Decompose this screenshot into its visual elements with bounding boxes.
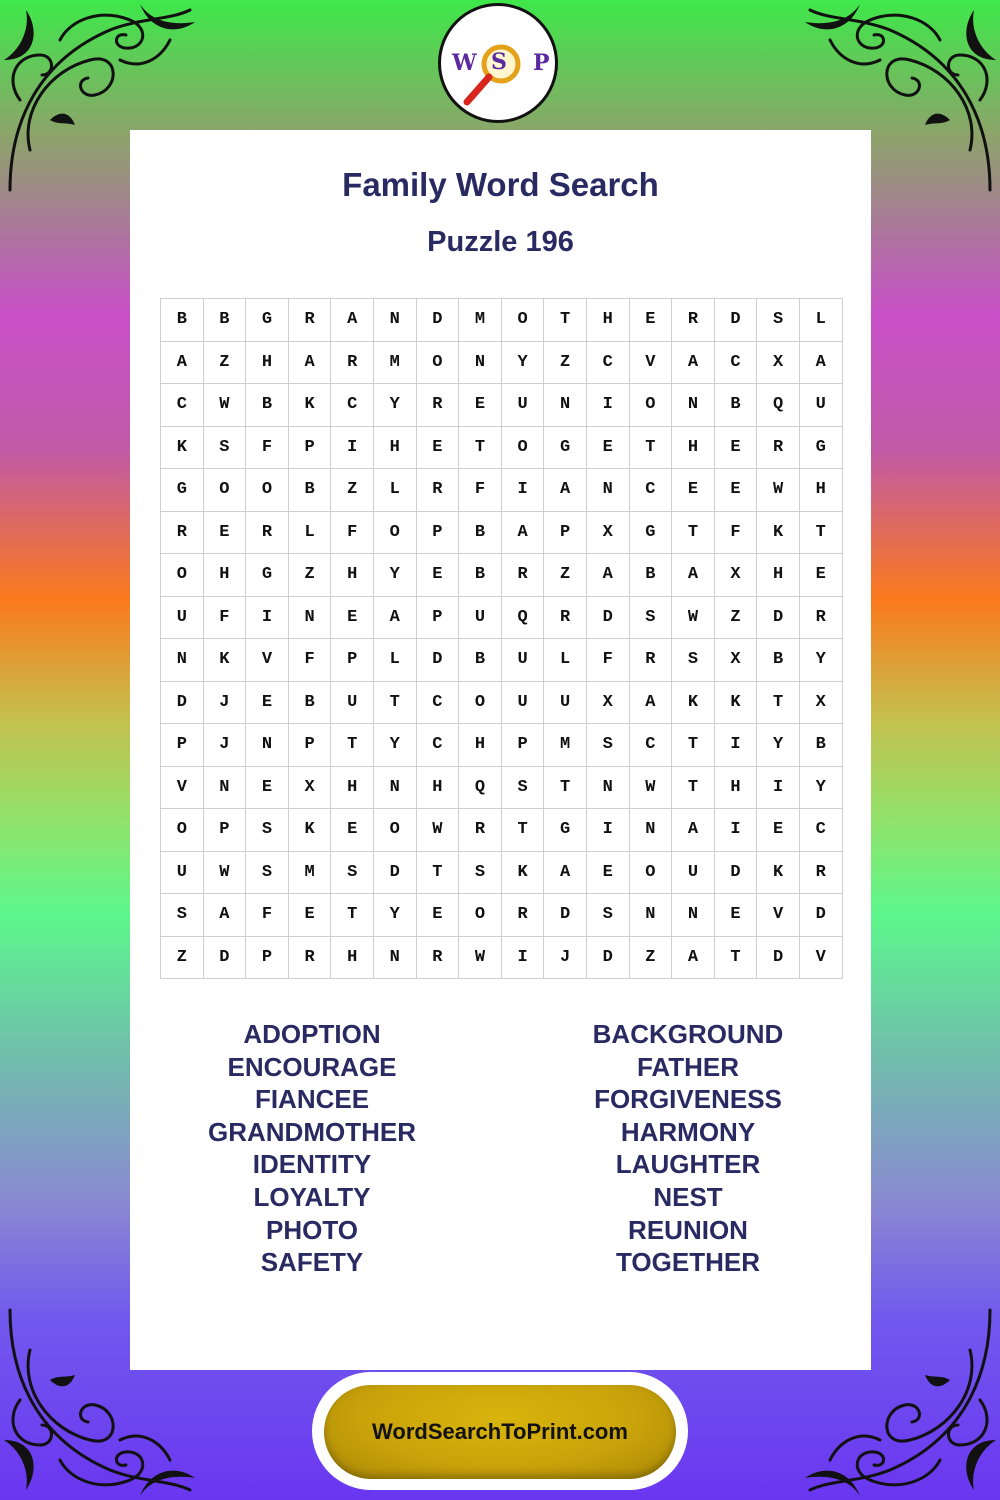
grid-cell[interactable]: S [331, 851, 374, 894]
grid-cell[interactable]: W [203, 851, 246, 894]
grid-cell[interactable]: K [288, 809, 331, 852]
word-list-item: FATHER [636, 1051, 740, 1082]
page-title: Family Word Search [342, 166, 659, 203]
grid-cell[interactable]: R [757, 426, 800, 469]
grid-cell[interactable]: O [161, 554, 204, 597]
grid-row [161, 596, 843, 639]
grid-cell[interactable]: R [416, 469, 459, 512]
grid-cell[interactable]: G [544, 809, 587, 852]
grid-cell[interactable]: J [203, 681, 246, 724]
grid-cell[interactable]: H [586, 299, 629, 342]
grid-cell[interactable]: T [544, 766, 587, 809]
grid-cell[interactable]: F [331, 511, 374, 554]
site-link-button[interactable]: WordSearchToPrint.com [324, 1385, 676, 1479]
grid-cell[interactable]: K [757, 851, 800, 894]
grid-cell[interactable]: A [203, 894, 246, 937]
grid-cell[interactable]: Y [373, 384, 416, 427]
grid-cell[interactable]: U [501, 681, 544, 724]
grid-cell[interactable]: X [799, 681, 842, 724]
grid-cell[interactable]: Y [373, 724, 416, 767]
letter-grid [160, 298, 843, 979]
grid-cell[interactable]: G [544, 426, 587, 469]
grid-cell[interactable]: O [416, 341, 459, 384]
grid-row [161, 511, 843, 554]
grid-row [161, 639, 843, 682]
word-list-item: FIANCEE [254, 1084, 370, 1115]
grid-cell[interactable]: B [459, 511, 502, 554]
word-list-item: BACKGROUND [592, 1019, 784, 1049]
grid-cell[interactable]: L [288, 511, 331, 554]
grid-cell[interactable]: D [544, 894, 587, 937]
grid-cell[interactable]: A [672, 554, 715, 597]
grid-cell[interactable]: D [203, 936, 246, 979]
grid-cell[interactable]: T [544, 299, 587, 342]
grid-cell[interactable]: E [799, 554, 842, 597]
grid-cell[interactable]: E [757, 809, 800, 852]
grid-cell[interactable]: N [373, 936, 416, 979]
grid-cell[interactable]: E [714, 426, 757, 469]
grid-cell[interactable]: O [459, 681, 502, 724]
grid-cell[interactable]: S [629, 596, 672, 639]
grid-cell[interactable]: L [544, 639, 587, 682]
grid-cell[interactable]: O [373, 809, 416, 852]
logo-letter-p: P [533, 50, 550, 76]
grid-cell[interactable]: T [501, 809, 544, 852]
grid-cell[interactable]: W [459, 936, 502, 979]
grid-cell[interactable]: Y [799, 766, 842, 809]
grid-cell[interactable]: E [714, 469, 757, 512]
grid-cell[interactable]: R [799, 596, 842, 639]
grid-cell[interactable]: N [672, 894, 715, 937]
grid-cell[interactable]: M [288, 851, 331, 894]
grid-cell[interactable]: D [714, 851, 757, 894]
grid-cell[interactable]: B [799, 724, 842, 767]
logo-letter-s: S [491, 49, 507, 75]
grid-row [161, 554, 843, 597]
grid-cell[interactable]: G [246, 554, 289, 597]
grid-cell[interactable]: N [459, 341, 502, 384]
grid-cell[interactable]: A [501, 511, 544, 554]
grid-row [161, 766, 843, 809]
grid-cell[interactable]: E [288, 894, 331, 937]
grid-cell[interactable]: E [586, 851, 629, 894]
grid-cell[interactable]: X [714, 554, 757, 597]
grid-cell[interactable]: O [246, 469, 289, 512]
grid-cell[interactable]: P [544, 511, 587, 554]
grid-cell[interactable]: G [799, 426, 842, 469]
grid-cell[interactable]: J [203, 724, 246, 767]
grid-cell[interactable]: K [501, 851, 544, 894]
grid-cell[interactable]: B [288, 469, 331, 512]
grid-cell[interactable]: T [757, 681, 800, 724]
grid-cell[interactable]: D [416, 639, 459, 682]
grid-cell[interactable]: K [714, 681, 757, 724]
grid-cell[interactable]: H [416, 766, 459, 809]
grid-cell[interactable]: X [714, 639, 757, 682]
grid-cell[interactable]: D [799, 894, 842, 937]
grid-cell[interactable]: B [714, 384, 757, 427]
grid-cell[interactable]: T [373, 681, 416, 724]
grid-cell[interactable]: C [629, 724, 672, 767]
puzzle-number: Puzzle 196 [427, 226, 574, 258]
grid-cell[interactable]: R [501, 554, 544, 597]
grid-cell[interactable]: N [288, 596, 331, 639]
grid-row [161, 851, 843, 894]
grid-cell[interactable]: C [629, 469, 672, 512]
grid-cell[interactable]: K [288, 384, 331, 427]
grid-cell[interactable]: A [672, 936, 715, 979]
grid-cell[interactable]: F [246, 894, 289, 937]
grid-cell[interactable]: D [757, 596, 800, 639]
grid-cell[interactable]: S [586, 724, 629, 767]
grid-cell[interactable]: G [246, 299, 289, 342]
grid-cell[interactable]: A [373, 596, 416, 639]
grid-cell[interactable]: R [416, 384, 459, 427]
word-list-right [538, 1018, 838, 1279]
grid-cell[interactable]: W [416, 809, 459, 852]
grid-cell[interactable]: G [161, 469, 204, 512]
grid-cell[interactable]: H [459, 724, 502, 767]
grid-cell[interactable]: E [416, 554, 459, 597]
grid-cell[interactable]: G [629, 511, 672, 554]
grid-cell[interactable]: A [544, 851, 587, 894]
grid-cell[interactable]: H [246, 341, 289, 384]
grid-cell[interactable]: R [288, 936, 331, 979]
grid-cell[interactable]: B [459, 639, 502, 682]
grid-cell[interactable]: N [629, 894, 672, 937]
grid-cell[interactable]: T [629, 426, 672, 469]
grid-row [161, 724, 843, 767]
grid-cell[interactable]: Z [544, 341, 587, 384]
grid-cell[interactable]: U [544, 681, 587, 724]
grid-cell[interactable]: H [757, 554, 800, 597]
grid-cell[interactable]: O [459, 894, 502, 937]
grid-cell[interactable]: U [331, 681, 374, 724]
grid-cell[interactable]: L [799, 299, 842, 342]
grid-cell[interactable]: T [331, 894, 374, 937]
grid-cell[interactable]: R [501, 894, 544, 937]
grid-cell[interactable]: R [799, 851, 842, 894]
grid-cell[interactable]: E [586, 426, 629, 469]
grid-cell[interactable]: P [203, 809, 246, 852]
grid-cell[interactable]: H [331, 554, 374, 597]
grid-cell[interactable]: I [757, 766, 800, 809]
grid-cell[interactable]: N [544, 384, 587, 427]
grid-cell[interactable]: S [246, 851, 289, 894]
grid-cell[interactable]: P [331, 639, 374, 682]
grid-cell[interactable]: U [459, 596, 502, 639]
grid-cell[interactable]: H [714, 766, 757, 809]
grid-cell[interactable]: O [629, 384, 672, 427]
puzzle-card [130, 130, 871, 1370]
grid-cell[interactable]: P [288, 724, 331, 767]
grid-cell[interactable]: R [672, 299, 715, 342]
grid-cell[interactable]: N [246, 724, 289, 767]
grid-cell[interactable]: C [331, 384, 374, 427]
grid-cell[interactable]: P [246, 936, 289, 979]
grid-cell[interactable]: N [161, 639, 204, 682]
grid-cell[interactable]: I [331, 426, 374, 469]
grid-cell[interactable]: V [757, 894, 800, 937]
grid-cell[interactable]: W [672, 596, 715, 639]
grid-cell[interactable]: E [416, 426, 459, 469]
logo-letter-w: W [452, 50, 477, 76]
grid-cell[interactable]: R [416, 936, 459, 979]
grid-cell[interactable]: W [203, 384, 246, 427]
grid-cell[interactable]: C [799, 809, 842, 852]
grid-cell[interactable]: U [161, 596, 204, 639]
grid-cell[interactable]: D [714, 299, 757, 342]
grid-cell[interactable]: E [416, 894, 459, 937]
grid-cell[interactable]: O [501, 299, 544, 342]
grid-row [161, 809, 843, 852]
grid-cell[interactable]: S [203, 426, 246, 469]
grid-cell[interactable]: N [203, 766, 246, 809]
word-list-item: REUNION [628, 1214, 748, 1245]
grid-cell[interactable]: Y [799, 639, 842, 682]
grid-cell[interactable]: A [331, 299, 374, 342]
grid-cell[interactable]: R [459, 809, 502, 852]
grid-cell[interactable]: U [501, 639, 544, 682]
grid-cell[interactable]: K [203, 639, 246, 682]
grid-cell[interactable]: A [288, 341, 331, 384]
grid-cell[interactable]: V [799, 936, 842, 979]
grid-cell[interactable]: M [544, 724, 587, 767]
grid-cell[interactable]: Q [501, 596, 544, 639]
grid-cell[interactable]: I [246, 596, 289, 639]
grid-cell[interactable]: P [501, 724, 544, 767]
grid-cell[interactable]: R [288, 299, 331, 342]
grid-cell[interactable]: C [416, 724, 459, 767]
grid-row [161, 681, 843, 724]
grid-row [161, 894, 843, 937]
grid-cell[interactable]: B [246, 384, 289, 427]
grid-cell[interactable]: O [373, 511, 416, 554]
grid-cell[interactable]: E [459, 384, 502, 427]
word-list-item: ADOPTION [243, 1019, 381, 1049]
grid-cell[interactable]: A [586, 554, 629, 597]
grid-cell[interactable]: T [714, 936, 757, 979]
grid-cell[interactable]: C [161, 384, 204, 427]
grid-cell[interactable]: Z [331, 469, 374, 512]
grid-cell[interactable]: O [203, 469, 246, 512]
grid-cell[interactable]: V [161, 766, 204, 809]
grid-cell[interactable]: S [757, 299, 800, 342]
word-list-item: HARMONY [620, 1116, 756, 1147]
grid-cell[interactable]: F [203, 596, 246, 639]
word-list-item: ENCOURAGE [227, 1051, 397, 1082]
grid-cell[interactable]: E [246, 681, 289, 724]
grid-row [161, 384, 843, 427]
grid-cell[interactable]: J [544, 936, 587, 979]
grid-cell[interactable]: Q [757, 384, 800, 427]
grid-cell[interactable]: T [672, 511, 715, 554]
grid-cell[interactable]: R [629, 639, 672, 682]
grid-cell[interactable]: H [331, 766, 374, 809]
grid-cell[interactable]: F [288, 639, 331, 682]
word-list-left [162, 1018, 462, 1279]
grid-cell[interactable]: F [714, 511, 757, 554]
grid-cell[interactable]: A [799, 341, 842, 384]
grid-cell[interactable]: Z [161, 936, 204, 979]
grid-cell[interactable]: N [373, 299, 416, 342]
grid-cell[interactable]: E [203, 511, 246, 554]
grid-cell[interactable]: Y [373, 894, 416, 937]
grid-cell[interactable]: Z [544, 554, 587, 597]
grid-cell[interactable]: P [161, 724, 204, 767]
grid-cell[interactable]: T [331, 724, 374, 767]
grid-cell[interactable]: I [586, 809, 629, 852]
wsp-logo[interactable] [438, 3, 558, 123]
grid-cell[interactable]: M [459, 299, 502, 342]
grid-cell[interactable]: H [672, 426, 715, 469]
grid-cell[interactable]: M [373, 341, 416, 384]
grid-cell[interactable]: D [586, 596, 629, 639]
grid-cell[interactable]: B [757, 639, 800, 682]
grid-row [161, 936, 843, 979]
grid-cell[interactable]: U [799, 384, 842, 427]
grid-cell[interactable]: F [246, 426, 289, 469]
grid-row [161, 299, 843, 342]
grid-cell[interactable]: B [203, 299, 246, 342]
grid-cell[interactable]: H [203, 554, 246, 597]
grid-cell[interactable]: T [416, 851, 459, 894]
grid-cell[interactable]: U [672, 851, 715, 894]
grid-cell[interactable]: P [416, 596, 459, 639]
grid-cell[interactable]: Z [714, 596, 757, 639]
grid-cell[interactable]: H [799, 469, 842, 512]
word-list-item: IDENTITY [252, 1149, 372, 1180]
grid-cell[interactable]: N [672, 384, 715, 427]
grid-cell[interactable]: R [544, 596, 587, 639]
grid-cell[interactable]: Z [288, 554, 331, 597]
grid-cell[interactable]: N [586, 766, 629, 809]
grid-cell[interactable]: S [246, 809, 289, 852]
grid-cell[interactable]: Y [501, 341, 544, 384]
grid-cell[interactable]: K [672, 681, 715, 724]
grid-cell[interactable]: H [373, 426, 416, 469]
grid-cell[interactable]: V [246, 639, 289, 682]
grid-cell[interactable]: D [373, 851, 416, 894]
grid-cell[interactable]: D [416, 299, 459, 342]
grid-cell[interactable]: S [459, 851, 502, 894]
grid-cell[interactable]: Z [203, 341, 246, 384]
grid-cell[interactable]: S [161, 894, 204, 937]
grid-cell[interactable]: K [161, 426, 204, 469]
grid-cell[interactable]: A [629, 681, 672, 724]
grid-cell[interactable]: X [288, 766, 331, 809]
grid-cell[interactable]: C [416, 681, 459, 724]
grid-cell[interactable]: F [459, 469, 502, 512]
grid-cell[interactable]: O [629, 851, 672, 894]
grid-cell[interactable]: I [501, 469, 544, 512]
grid-cell[interactable]: A [161, 341, 204, 384]
word-list-item: PHOTO [266, 1214, 358, 1245]
grid-cell[interactable]: F [586, 639, 629, 682]
grid-cell[interactable]: P [288, 426, 331, 469]
grid-cell[interactable]: T [672, 766, 715, 809]
grid-cell[interactable]: D [757, 936, 800, 979]
grid-cell[interactable]: B [288, 681, 331, 724]
grid-cell[interactable]: T [799, 511, 842, 554]
word-list-item: NEST [653, 1181, 723, 1212]
word-list-item: SAFETY [260, 1247, 364, 1278]
grid-cell[interactable]: Y [757, 724, 800, 767]
grid-cell[interactable]: C [714, 341, 757, 384]
grid-cell[interactable]: E [331, 809, 374, 852]
grid-cell[interactable]: A [544, 469, 587, 512]
grid-cell[interactable]: E [246, 766, 289, 809]
word-list-item: LOYALTY [253, 1181, 371, 1212]
grid-cell[interactable]: A [672, 809, 715, 852]
grid-cell[interactable]: E [714, 894, 757, 937]
word-list-item: TOGETHER [616, 1247, 760, 1278]
grid-cell[interactable]: Q [459, 766, 502, 809]
grid-cell[interactable]: A [672, 341, 715, 384]
word-list-item: LAUGHTER [615, 1149, 761, 1180]
grid-cell[interactable]: D [161, 681, 204, 724]
grid-cell[interactable]: R [331, 341, 374, 384]
word-list-item: GRANDMOTHER [208, 1116, 416, 1147]
grid-cell[interactable]: R [161, 511, 204, 554]
word-list-item: FORGIVENESS [594, 1084, 782, 1115]
grid-cell[interactable]: E [331, 596, 374, 639]
grid-cell[interactable]: X [586, 681, 629, 724]
grid-cell[interactable]: O [501, 426, 544, 469]
grid-cell[interactable]: V [629, 341, 672, 384]
grid-cell[interactable]: X [757, 341, 800, 384]
grid-cell[interactable]: E [629, 299, 672, 342]
grid-cell[interactable]: I [714, 809, 757, 852]
grid-cell[interactable]: U [161, 851, 204, 894]
grid-cell[interactable]: O [161, 809, 204, 852]
grid-cell[interactable]: S [672, 639, 715, 682]
grid-cell[interactable]: W [629, 766, 672, 809]
grid-cell[interactable]: I [501, 936, 544, 979]
grid-cell[interactable]: U [501, 384, 544, 427]
grid-cell[interactable]: N [629, 809, 672, 852]
grid-cell[interactable]: N [586, 469, 629, 512]
grid-cell[interactable]: Y [373, 554, 416, 597]
grid-cell[interactable]: N [373, 766, 416, 809]
grid-cell[interactable]: X [586, 511, 629, 554]
grid-cell[interactable]: S [501, 766, 544, 809]
grid-row [161, 426, 843, 469]
grid-cell[interactable]: I [714, 724, 757, 767]
grid-cell[interactable]: C [586, 341, 629, 384]
grid-cell[interactable]: S [586, 894, 629, 937]
grid-row [161, 341, 843, 384]
grid-cell[interactable]: R [246, 511, 289, 554]
grid-cell[interactable]: Z [629, 936, 672, 979]
grid-cell[interactable]: B [161, 299, 204, 342]
grid-cell[interactable]: L [373, 639, 416, 682]
grid-cell[interactable]: E [672, 469, 715, 512]
grid-cell[interactable]: T [459, 426, 502, 469]
grid-row [161, 469, 843, 512]
grid-cell[interactable]: P [416, 511, 459, 554]
grid-cell[interactable]: T [672, 724, 715, 767]
grid-cell[interactable]: I [586, 384, 629, 427]
grid-cell[interactable]: D [586, 936, 629, 979]
grid-cell[interactable]: L [373, 469, 416, 512]
grid-cell[interactable]: W [757, 469, 800, 512]
grid-cell[interactable]: B [629, 554, 672, 597]
grid-cell[interactable]: H [331, 936, 374, 979]
grid-cell[interactable]: B [459, 554, 502, 597]
grid-cell[interactable]: K [757, 511, 800, 554]
